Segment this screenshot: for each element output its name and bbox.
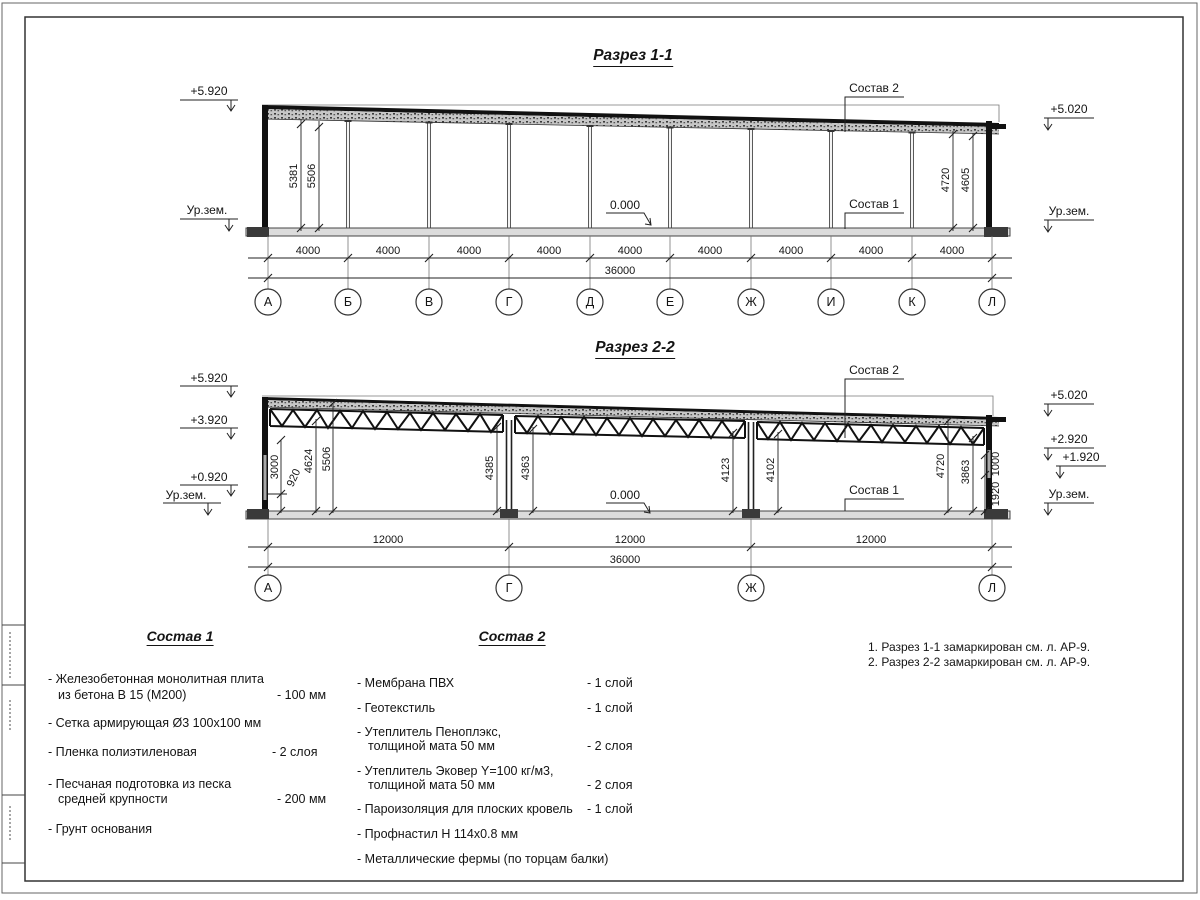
ground-level-label: Ур.зем. <box>1048 487 1090 501</box>
axis-bubble-label: Г <box>505 581 513 595</box>
axis-bubble-label: К <box>908 295 916 309</box>
sostav2-title: Состав 2 <box>478 628 546 644</box>
leader-label-sostav2: Состав 2 <box>849 81 899 95</box>
dim-label: 1000 <box>990 451 1002 477</box>
dim-label: 4000 <box>456 245 482 257</box>
section2-title: Разрез 2-2 <box>595 339 675 359</box>
elevation-label: +5.020 <box>1050 102 1088 116</box>
dim-label: 4000 <box>295 245 321 257</box>
list-item-value: - 100 мм <box>277 688 327 702</box>
section1-structure <box>246 105 1010 237</box>
dim-label: 12000 <box>614 534 646 546</box>
dim-label: 920 <box>284 467 304 489</box>
axis-bubble-label: Ж <box>745 581 757 595</box>
sostav1-title: Состав 1 <box>146 628 214 644</box>
axis-bubble-label: И <box>826 295 836 309</box>
elevation-label: +5.920 <box>190 371 228 385</box>
list-item: - Пленка полиэтиленовая <box>48 745 197 759</box>
title-strip-dividers <box>2 625 25 863</box>
axis-bubble-label: А <box>263 581 273 595</box>
axis-bubble-label: Б <box>343 295 353 309</box>
dim-label: 4000 <box>858 245 884 257</box>
elevation-label: +1.920 <box>1062 450 1100 464</box>
dim-label: 4624 <box>303 448 315 474</box>
dim-label: 1920 <box>990 481 1002 507</box>
dim-label: 4102 <box>765 457 777 483</box>
zero-mark-label: 0.000 <box>609 198 641 212</box>
dim-label: 4000 <box>536 245 562 257</box>
dim-label: 4000 <box>697 245 723 257</box>
list-item: - Сетка армирующая Ø3 100х100 мм <box>48 716 262 730</box>
list-item-value: - 2 слоя <box>587 739 633 753</box>
list-item: - Профнастил Н 114х0.8 мм <box>357 827 519 841</box>
axis-bubble-label: Л <box>987 581 997 595</box>
total-dim-label: 36000 <box>604 265 636 277</box>
dim-label: 12000 <box>855 534 887 546</box>
list-item: - Пароизоляция для плоских кровель <box>357 802 573 816</box>
axis-bubble-label: Д <box>585 295 595 309</box>
dim-label: 12000 <box>372 534 404 546</box>
dim-label: 4385 <box>484 455 496 481</box>
list-item: - Утеплитель Пеноплэкс, <box>357 725 502 739</box>
dim-label: 4000 <box>617 245 643 257</box>
dim-label: 4000 <box>939 245 965 257</box>
ground-level-label: Ур.зем. <box>186 203 228 217</box>
dim-label: 5506 <box>306 163 318 189</box>
note-line: 1. Разрез 1-1 замаркирован см. л. АР-9. <box>868 640 1091 654</box>
list-item-value: - 1 слой <box>587 676 633 690</box>
ground-level-label: Ур.зем. <box>1048 204 1090 218</box>
elevation-label: +5.020 <box>1050 388 1088 402</box>
list-item-value: - 2 слоя <box>272 745 318 759</box>
zero-mark-label: 0.000 <box>609 488 641 502</box>
list-item: из бетона В 15 (М200) <box>58 688 187 702</box>
dim-label: 5506 <box>321 446 333 472</box>
list-item: - Утеплитель Эковер Y=100 кг/м3, <box>357 764 554 778</box>
axis-bubble-label: Л <box>987 295 997 309</box>
section1-title: Разрез 1-1 <box>593 47 673 67</box>
dim-label: 4720 <box>940 167 952 193</box>
total-dim-label: 36000 <box>609 554 641 566</box>
leader-label-sostav1: Состав 1 <box>849 197 899 211</box>
dim-label: 5381 <box>288 163 300 189</box>
dim-label: 4720 <box>935 453 947 479</box>
dim-label: 4363 <box>520 455 532 481</box>
list-item: средней крупности <box>58 792 168 806</box>
list-item: - Железобетонная монолитная плита <box>48 672 264 686</box>
elevation-label: +0.920 <box>190 470 228 484</box>
axis-bubble-label: Г <box>505 295 513 309</box>
list-item: толщиной мата 50 мм <box>368 739 495 753</box>
list-item-value: - 1 слой <box>587 701 633 715</box>
list-item-value: - 1 слой <box>587 802 633 816</box>
list-item: - Грунт основания <box>48 822 153 836</box>
list-item-value: - 200 мм <box>277 792 327 806</box>
leader-label-sostav1: Состав 1 <box>849 483 899 497</box>
leader-label-sostav2: Состав 2 <box>849 363 899 377</box>
list-item: - Металлические фермы (по торцам балки) <box>357 852 609 866</box>
list-item: толщиной мата 50 мм <box>368 778 495 792</box>
list-item: - Геотекстиль <box>357 701 436 715</box>
axis-bubble-label: В <box>424 295 434 309</box>
ground-level-label: Ур.зем. <box>165 488 207 502</box>
note-line: 2. Разрез 2-2 замаркирован см. л. АР-9. <box>868 655 1091 669</box>
elevation-label: +2.920 <box>1050 432 1088 446</box>
dim-label: 3000 <box>269 454 281 480</box>
elevation-label: +5.920 <box>190 84 228 98</box>
outer-frame <box>2 3 1197 893</box>
dim-label: 4123 <box>720 457 732 483</box>
axis-bubble-label: Ж <box>745 295 757 309</box>
list-item-value: - 2 слоя <box>587 778 633 792</box>
dim-label: 4605 <box>960 167 972 193</box>
axis-bubble-label: А <box>263 295 273 309</box>
elevation-label: +3.920 <box>190 413 228 427</box>
list-item: - Мембрана ПВХ <box>357 676 455 690</box>
dim-label: 4000 <box>375 245 401 257</box>
dim-label: 3863 <box>960 459 972 485</box>
axis-bubble-label: Е <box>665 295 675 309</box>
list-item: - Песчаная подготовка из песка <box>48 777 232 791</box>
dim-label: 4000 <box>778 245 804 257</box>
